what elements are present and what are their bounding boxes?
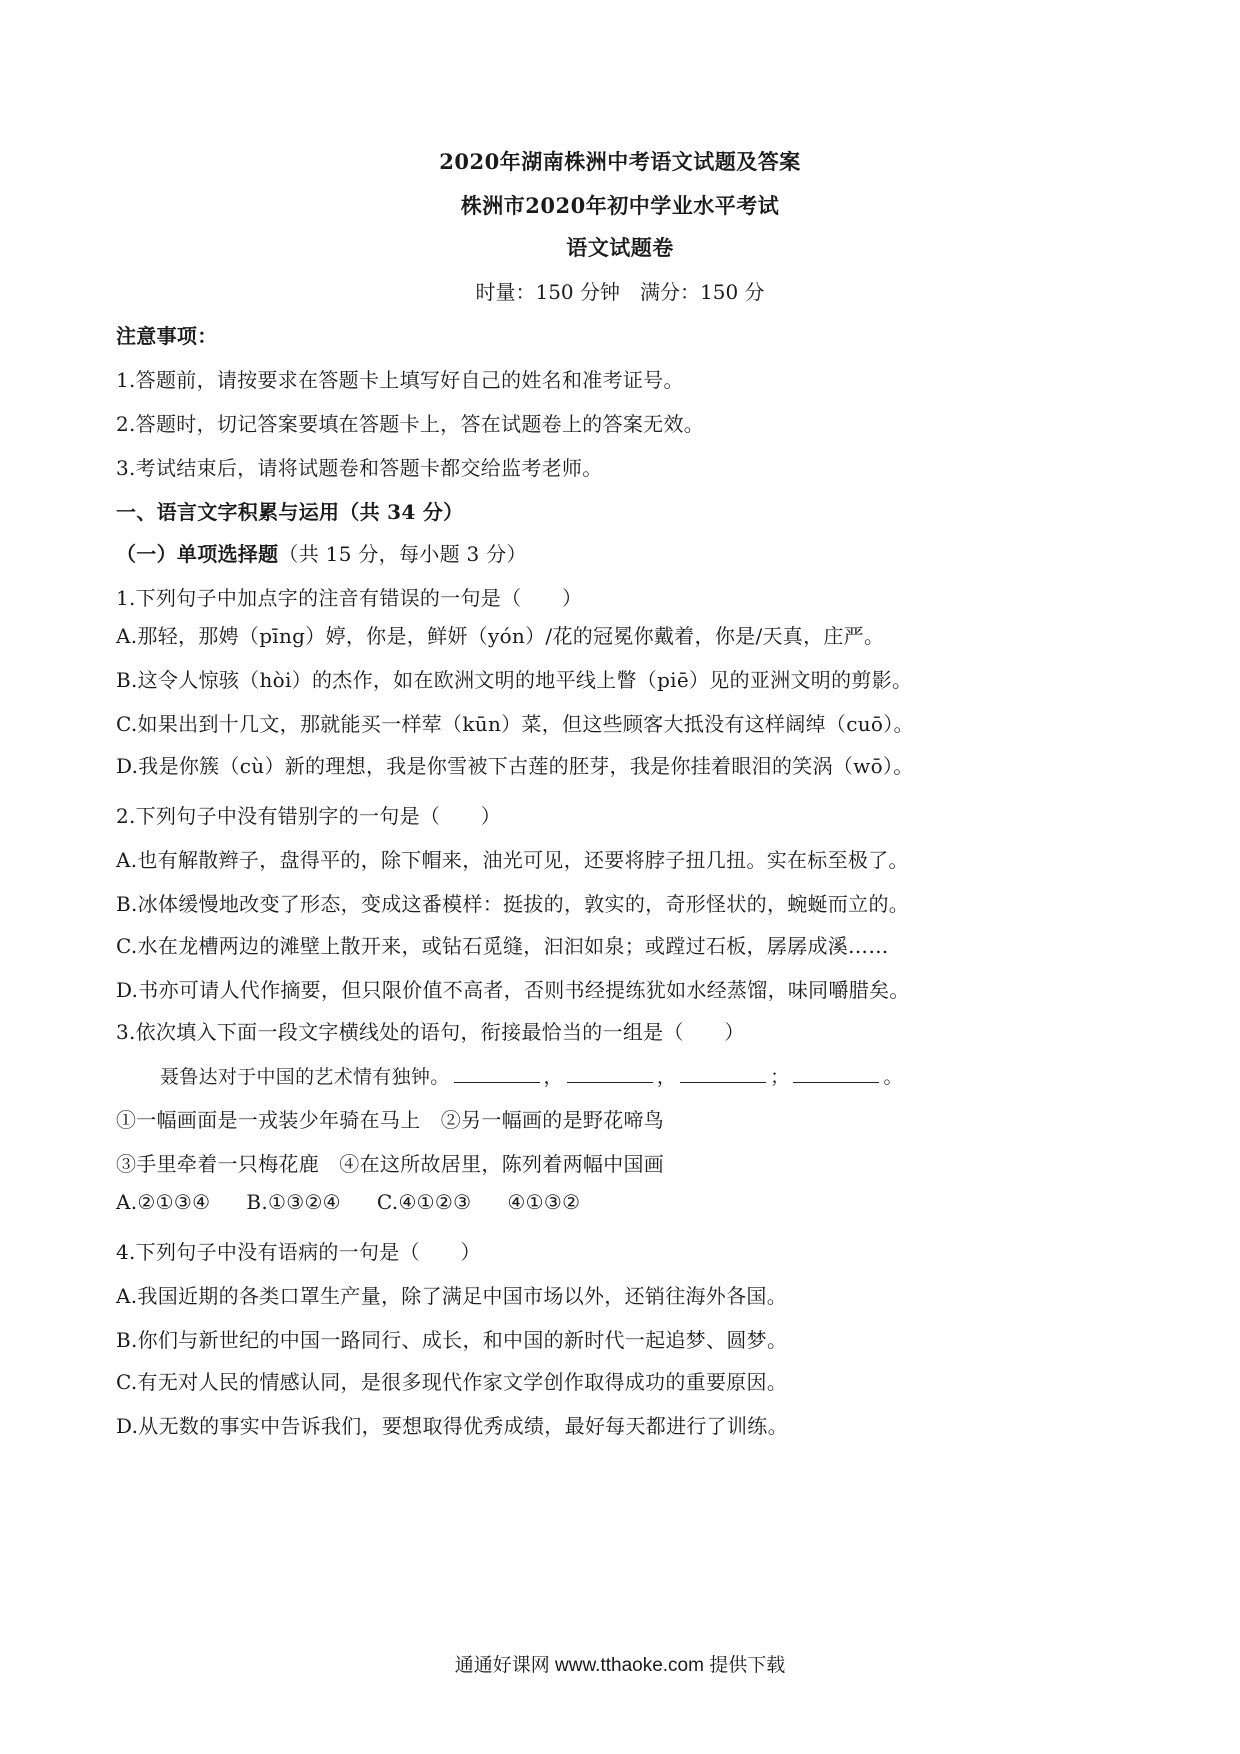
q3-blank-2 <box>567 1081 653 1083</box>
q3-blank-3 <box>680 1081 766 1083</box>
subheading-score: （共 15 分，每小题 3 分） <box>278 542 527 566</box>
q1-option-c: C.如果出到十几文，那就能买一样荤（kūn）菜，但这些顾客大抵没有这样阔绰（cuō）。 <box>116 712 914 736</box>
doc-title: 2020年湖南株洲中考语文试题及答案 <box>439 149 801 174</box>
q3-blank-4 <box>793 1081 879 1083</box>
q1-stem: 1.下列句子中加点字的注音有错误的一句是（ ） <box>116 586 583 610</box>
q4-stem: 4.下列句子中没有语病的一句是（ ） <box>116 1240 481 1264</box>
q3-sentences-2: ③手里牵着一只梅花鹿 ④在这所故居里，陈列着两幅中国画 <box>116 1152 665 1176</box>
exam-title: 株洲市2020年初中学业水平考试 <box>460 193 780 218</box>
q2-option-a: A.也有解散辫子，盘得平的，除下帽来，油光可见，还要将脖子扭几扭。实在标至极了。 <box>116 848 909 872</box>
q3-option-c: C.④①②③ <box>376 1190 472 1214</box>
q4-option-d: D.从无数的事实中告诉我们，要想取得优秀成绩，最好每天都进行了训练。 <box>116 1414 788 1438</box>
q3-options <box>116 1190 580 1214</box>
notice-item-3: 3.考试结束后，请将试题卷和答题卡都交给监考老师。 <box>116 456 603 480</box>
q3-option-a: A.②①③④ <box>116 1190 211 1214</box>
time-info: 时量：150 分钟 满分：150 分 <box>475 280 765 304</box>
q4-option-a: A.我国近期的各类口罩生产量，除了满足中国市场以外，还销往海外各国。 <box>116 1284 787 1308</box>
q3-option-b: B.①③②④ <box>246 1190 341 1214</box>
q4-option-b: B.你们与新世纪的中国一路同行、成长，和中国的新时代一起追梦、圆梦。 <box>116 1328 788 1352</box>
q1-option-a: A.那轻，那娉（pīng）婷，你是，鲜妍（yón）/花的冠冕你戴着，你是/天真，庄严。 <box>116 624 885 648</box>
q3-option-d: ④①③② <box>507 1190 581 1214</box>
notice-item-2: 2.答题时，切记答案要填在答题卡上，答在试题卷上的答案无效。 <box>116 412 705 436</box>
q2-option-c: C.水在龙槽两边的滩壁上散开来，或钻石觅缝，汩汩如泉；或蹚过石板，孱孱成溪…… <box>116 934 889 958</box>
paper-title: 语文试题卷 <box>566 235 674 260</box>
notice-item-1: 1.答题前，请按要求在答题卡上填写好自己的姓名和准考证号。 <box>116 368 684 392</box>
q3-passage-text: 聂鲁达对于中国的艺术情有独钟。 <box>160 1066 450 1088</box>
section-subheading <box>116 538 527 567</box>
q2-stem: 2.下列句子中没有错别字的一句是（ ） <box>116 804 502 828</box>
section-heading: 一、语言文字积累与运用（共 34 分） <box>116 500 464 524</box>
notice-heading: 注意事项： <box>116 324 218 348</box>
q3-stem: 3.依次填入下面一段文字横线处的语句，衔接最恰当的一组是（ ） <box>116 1020 745 1044</box>
q4-option-c: C.有无对人民的情感认同，是很多现代作家文学创作取得成功的重要原因。 <box>116 1370 788 1394</box>
q3-sentences-1: ①一幅画面是一戎装少年骑在马上 ②另一幅画的是野花啼鸟 <box>116 1108 665 1132</box>
q2-option-d: D.书亦可请人代作摘要，但只限价值不高者，否则书经提练犹如水经蒸馏，味同嚼腊矣。 <box>116 978 910 1002</box>
q1-option-d: D.我是你簇（cù）新的理想，我是你雪被下古莲的胚芽，我是你挂着眼泪的笑涡（wō）。 <box>116 754 914 778</box>
q2-option-b: B.冰体缓慢地改变了形态，变成这番模样：挺拔的，敦实的，奇形怪状的，蜿蜒而立的。 <box>116 892 910 916</box>
q3-passage: 聂鲁达对于中国的艺术情有独钟。 ， ， ； 。 <box>160 1066 903 1088</box>
q3-blank-1 <box>454 1081 540 1083</box>
subheading-label: （一）单项选择题 <box>116 542 279 566</box>
footer-source: 通通好课网 www.tthaoke.com 提供下载 <box>454 1655 786 1676</box>
q1-option-b: B.这令人惊骇（hòi）的杰作，如在欧洲文明的地平线上瞥（piē）见的亚洲文明的剪影。 <box>116 668 913 692</box>
